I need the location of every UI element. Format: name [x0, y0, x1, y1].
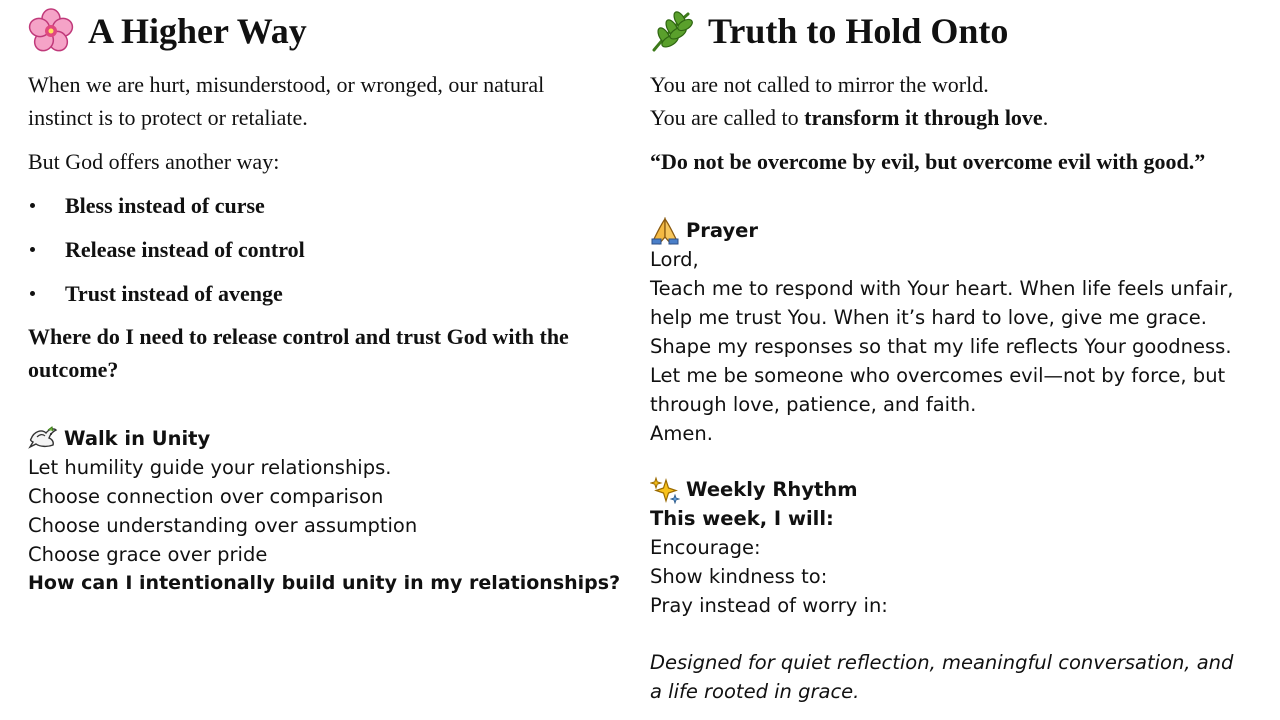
unity-heading: Walk in Unity — [64, 427, 211, 450]
rhythm-line: Encourage: — [650, 536, 761, 559]
scripture-quote: “Do not be overcome by evil, but overcome evil with good.” — [650, 149, 1206, 174]
right-title: Truth to Hold Onto — [708, 11, 1009, 51]
bullet-item — [28, 277, 283, 310]
truth-line-2-bold: transform it through love — [804, 105, 1043, 130]
rhythm-heading: Weekly Rhythm — [686, 478, 858, 501]
intro-line-1: When we are hurt, misunderstood, or wronged, our natural — [28, 72, 545, 97]
rhythm-line: Pray instead of worry in: — [650, 594, 888, 617]
offer-text: But God offers another way: — [28, 149, 280, 174]
dove-icon — [28, 425, 58, 453]
rhythm-lead: This week, I will: — [650, 507, 834, 530]
bullet-label: Bless instead of curse — [65, 193, 265, 218]
unity-line: Choose understanding over assumption — [28, 514, 418, 537]
footer-line-2: a life rooted in grace. — [650, 680, 860, 703]
rhythm-line: Show kindness to: — [650, 565, 828, 588]
unity-heading-row — [28, 424, 210, 453]
truth-line-2 — [650, 101, 1048, 134]
sparkles-icon — [650, 476, 680, 504]
truth-line-1: You are not called to mirror the world. — [650, 72, 989, 97]
prayer-line: Teach me to respond with Your heart. When life feels unfair, — [650, 277, 1234, 300]
prayer-line: through love, patience, and faith. — [650, 393, 977, 416]
herb-icon — [650, 8, 694, 54]
truth-line-2-suffix: . — [1042, 105, 1049, 130]
unity-line: Choose grace over pride — [28, 543, 268, 566]
prayer-line: Let me be someone who overcomes evil—not by force, but — [650, 364, 1226, 387]
left-title-row — [28, 8, 307, 54]
prayer-line: Lord, — [650, 248, 699, 271]
truth-line-2-prefix: You are called to — [650, 105, 805, 130]
left-title: A Higher Way — [88, 11, 307, 51]
bullet-label: Release instead of control — [65, 237, 305, 262]
prayer-line: Amen. — [650, 422, 713, 445]
question-line-2: outcome? — [28, 357, 119, 382]
bullet-dot — [30, 291, 35, 296]
prayer-heading-row — [650, 216, 758, 245]
prayer-line: help me trust You. When it’s hard to love, give me grace. — [650, 306, 1207, 329]
bullet-dot — [30, 203, 35, 208]
right-title-row — [650, 8, 1008, 54]
bullet-label: Trust instead of avenge — [65, 281, 283, 306]
rhythm-heading-row — [650, 475, 858, 504]
question-line-1: Where do I need to release control and trust God with the — [28, 324, 569, 349]
prayer-heading: Prayer — [686, 219, 759, 242]
unity-question: How can I intentionally build unity in my relationships? — [28, 572, 621, 594]
prayer-line: Shape my responses so that my life reflects Your goodness. — [650, 335, 1232, 358]
bullet-dot — [30, 247, 35, 252]
cherry-blossom-icon — [28, 8, 74, 54]
bullet-item — [28, 189, 265, 222]
bullet-item — [28, 233, 305, 266]
intro-line-2: instinct is to protect or retaliate. — [28, 105, 308, 130]
unity-line: Let humility guide your relationships. — [28, 456, 392, 479]
praying-hands-icon — [650, 217, 680, 245]
footer-line-1: Designed for quiet reflection, meaningful conversation, and — [650, 651, 1234, 674]
unity-line: Choose connection over comparison — [28, 485, 384, 508]
